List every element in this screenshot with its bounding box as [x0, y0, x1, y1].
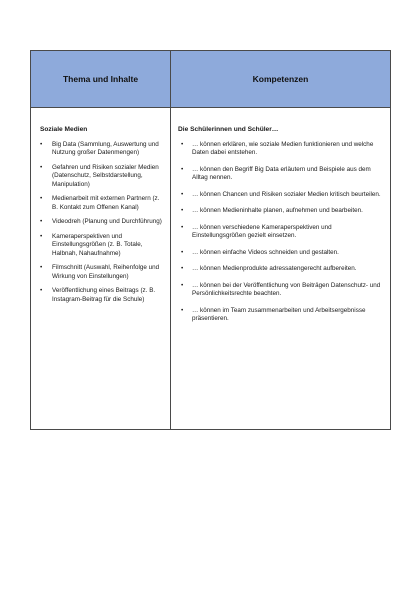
- bullet-icon: •: [181, 190, 184, 198]
- topic-text: Big Data (Sammlung, Auswertung und Nutzung großer Datenmengen): [52, 141, 159, 157]
- header-competencies: Kompetenzen: [252, 74, 309, 84]
- competency-text: … können im Team zusammenarbeiten und Arbeitsergebnisse präsentieren.: [192, 306, 366, 323]
- list-item: [40, 164, 166, 189]
- bullet-icon: •: [40, 264, 43, 272]
- list-item: [178, 166, 386, 183]
- competency-text: … können Medieninhalte planen, aufnehmen und bearbeiten.: [192, 207, 363, 215]
- list-item: [40, 264, 166, 281]
- competencies-column: [178, 126, 386, 332]
- topic-text: Gefahren und Risiken sozialer Medien (Datenschutz, Selbstdarstellung, Manipulation): [52, 163, 159, 188]
- topics-column: [40, 126, 166, 310]
- competency-text: … können erklären, wie soziale Medien funktionieren und welche Daten dabei entstehen.: [192, 141, 374, 157]
- bullet-icon: •: [40, 163, 43, 171]
- bullet-icon: •: [40, 141, 43, 148]
- list-item: [178, 141, 386, 158]
- competency-text: … können den Begriff Big Data erläutern und Beispiele aus dem Alltag nennen.: [192, 165, 371, 182]
- topic-text: Medienarbeit mit externen Partnern (z. B. Kontakt zum Offenen Kanal): [52, 195, 160, 211]
- topics-title: Soziale Medien: [40, 126, 88, 133]
- list-item: [178, 191, 386, 199]
- list-item: [40, 233, 166, 258]
- list-item: [178, 265, 386, 273]
- topic-text: Filmschnitt (Auswahl, Reihenfolge und Wirkung von Einstellungen): [52, 264, 160, 280]
- bullet-icon: •: [181, 141, 184, 148]
- header-topics: Thema und Inhalte: [62, 74, 139, 84]
- competency-text: … können Chancen und Risiken sozialer Medien kritisch beurteilen.: [192, 190, 381, 198]
- list-item: [40, 218, 166, 226]
- list-item: [178, 207, 386, 215]
- bullet-icon: •: [181, 207, 184, 215]
- bullet-icon: •: [40, 218, 43, 226]
- bullet-icon: •: [181, 282, 184, 290]
- bullet-icon: •: [181, 223, 184, 231]
- competency-text: … können Medienprodukte adressatengerecht aufbereiten.: [192, 265, 357, 273]
- topic-text: Veröffentlichung eines Beitrags (z. B. Instagram-Beitrag für die Schule): [52, 287, 156, 303]
- bullet-icon: •: [181, 306, 184, 314]
- column-divider: [170, 51, 171, 429]
- bullet-icon: •: [40, 195, 43, 203]
- list-item: [40, 287, 166, 304]
- bullet-icon: •: [181, 165, 184, 173]
- bullet-icon: •: [40, 232, 43, 240]
- competency-text: … können einfache Videos schneiden und gestalten.: [192, 248, 339, 256]
- competencies-list: [178, 141, 386, 324]
- list-item: [178, 249, 386, 257]
- competency-text: … können bei der Veröffentlichung von Beiträgen Datenschutz- und Persönlichkeitsrechte beachten.: [192, 282, 381, 298]
- topic-text: Videodreh (Planung und Durchführung): [52, 218, 162, 226]
- list-item: [178, 282, 386, 299]
- bullet-icon: •: [181, 265, 184, 273]
- list-item: [178, 307, 386, 324]
- competencies-title: Die Schülerinnen und Schüler…: [178, 126, 279, 133]
- list-item: [40, 195, 166, 212]
- bullet-icon: •: [40, 287, 43, 295]
- list-item: [40, 141, 166, 158]
- topic-text: Kameraperspektiven und Einstellungsgrößen (z. B. Totale, Halbnah, Nahaufnahme): [52, 232, 143, 257]
- curriculum-table: [30, 50, 391, 430]
- competency-text: … können verschiedene Kameraperspektiven und Einstellungsgrößen gezielt einsetzen.: [192, 223, 332, 240]
- list-item: [178, 224, 386, 241]
- bullet-icon: •: [181, 248, 184, 256]
- topics-list: [40, 141, 166, 304]
